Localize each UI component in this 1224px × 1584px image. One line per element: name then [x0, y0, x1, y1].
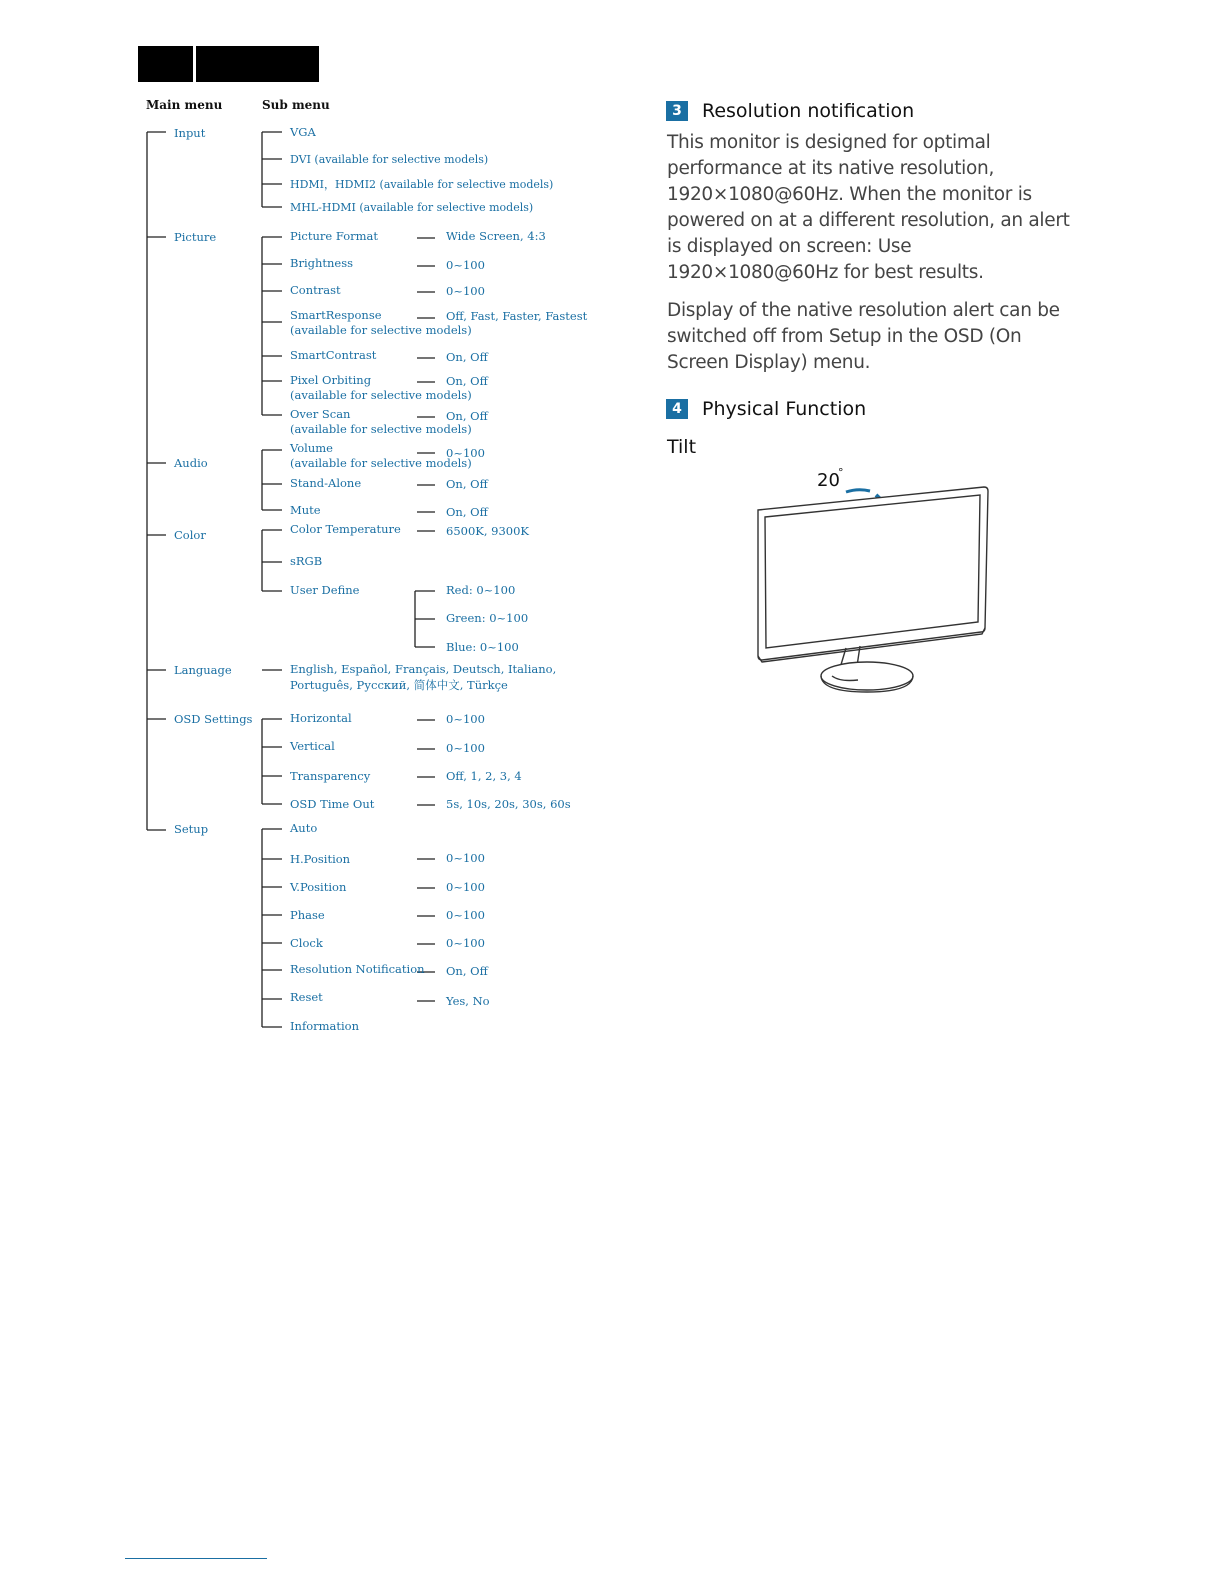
monitor-body	[758, 487, 988, 692]
value-contrast: 0~100	[446, 284, 485, 298]
main-menu-picture: Picture	[174, 230, 217, 244]
main-menu-audio: Audio	[174, 456, 208, 470]
section-3-title: Resolution notification	[702, 100, 915, 122]
section-3-number: 3	[666, 101, 688, 121]
section-4-number: 4	[666, 399, 688, 419]
submenu-phase: Phase	[290, 908, 325, 922]
submenu-clock: Clock	[290, 936, 323, 950]
submenu-osd-time-out: OSD Time Out	[290, 797, 375, 811]
pixel-orbiting-label: Pixel Orbiting	[290, 373, 372, 387]
value-over-scan: On, Off	[446, 409, 488, 423]
main-menu-language: Language	[174, 663, 232, 677]
value-brightness: 0~100	[446, 258, 485, 272]
submenu-mute: Mute	[290, 503, 321, 517]
value-user-define-red: Red: 0~100	[446, 583, 516, 597]
value-user-define-green: Green: 0~100	[446, 611, 529, 625]
main-menu-color: Color	[174, 528, 206, 542]
smartresponse-note: (available for selective models)	[290, 323, 472, 337]
submenu-transparency: Transparency	[290, 769, 371, 783]
submenu-brightness: Brightness	[290, 256, 354, 270]
over-scan-note: (available for selective models)	[290, 422, 472, 436]
value-picture-format: Wide Screen, 4:3	[446, 229, 546, 243]
submenu-hdmi: HDMI，HDMI2 (available for selective models)	[290, 178, 554, 191]
main-menu-setup: Setup	[174, 822, 209, 836]
value-color-temperature: 6500K, 9300K	[446, 524, 530, 538]
value-mute: On, Off	[446, 505, 488, 519]
submenu-language-list	[290, 662, 556, 693]
value-h-position: 0~100	[446, 851, 485, 865]
submenu-information: Information	[290, 1019, 360, 1033]
submenu-v-position: V.Position	[290, 880, 347, 894]
main-menu-osd-settings: OSD Settings	[174, 712, 253, 726]
value-v-position: 0~100	[446, 880, 485, 894]
submenu-vga: VGA	[290, 125, 316, 139]
section-3-heading	[666, 100, 914, 122]
submenu-pixel-orbiting	[290, 373, 472, 403]
value-smartcontrast: On, Off	[446, 350, 488, 364]
submenu-picture-format: Picture Format	[290, 229, 378, 243]
submenu-stand-alone: Stand-Alone	[290, 476, 362, 490]
submenu-reset: Reset	[290, 990, 323, 1004]
submenu-mhl-hdmi: MHL-HDMI (available for selective models)	[290, 201, 534, 214]
value-smartresponse: Off, Fast, Faster, Fastest	[446, 309, 588, 323]
submenu-dvi: DVI (available for selective models)	[290, 153, 489, 166]
footer-rule	[125, 1558, 267, 1559]
section-4-heading	[666, 398, 866, 420]
value-transparency: Off, 1, 2, 3, 4	[446, 769, 522, 783]
value-horizontal: 0~100	[446, 712, 485, 726]
submenu-volume	[290, 441, 472, 471]
main-menu-heading: Main menu	[146, 98, 223, 112]
submenu-smartresponse	[290, 308, 472, 338]
submenu-user-define: User Define	[290, 583, 360, 597]
over-scan-label: Over Scan	[290, 407, 351, 421]
submenu-srgb: sRGB	[290, 554, 323, 568]
tilt-label: Tilt	[667, 436, 697, 458]
main-menu-input: Input	[174, 126, 206, 140]
submenu-auto: Auto	[290, 821, 318, 835]
section-4-title: Physical Function	[702, 398, 867, 420]
volume-label: Volume	[290, 441, 333, 455]
value-volume: 0~100	[446, 446, 485, 460]
section-3-paragraph-2: Display of the native resolution alert can be switched off from Setup in the OSD (On Screen Display) menu.	[667, 300, 1060, 373]
submenu-color-temperature: Color Temperature	[290, 522, 401, 536]
language-line-1: English, Español, Français, Deutsch, Italiano,	[290, 662, 557, 676]
value-reset: Yes, No	[446, 994, 490, 1008]
tilt-angle-back: 20	[817, 470, 840, 491]
sub-menu-heading: Sub menu	[262, 98, 330, 112]
submenu-resolution-notification: Resolution Notification	[290, 962, 425, 976]
degree-symbol-back: °	[838, 466, 844, 479]
monitor-tilt-illustration	[740, 462, 1010, 702]
section-3-paragraph-1: This monitor is designed for optimal performance at its native resolution, 1920×1080@60Hz. When the monitor is powered on at a different resolution, an alert is displayed on screen: Use 1920×1080@60Hz for best results.	[667, 132, 1070, 283]
value-resolution-notification: On, Off	[446, 964, 488, 978]
value-pixel-orbiting: On, Off	[446, 374, 488, 388]
value-clock: 0~100	[446, 936, 485, 950]
value-stand-alone: On, Off	[446, 477, 488, 491]
pixel-orbiting-note: (available for selective models)	[290, 388, 472, 402]
submenu-smartcontrast: SmartContrast	[290, 348, 377, 362]
volume-note: (available for selective models)	[290, 456, 472, 470]
value-vertical: 0~100	[446, 741, 485, 755]
submenu-vertical: Vertical	[290, 739, 335, 753]
submenu-over-scan	[290, 407, 472, 437]
submenu-h-position: H.Position	[290, 852, 351, 866]
language-line-2: Português, Русский, 简体中文, Türkçe	[290, 678, 508, 692]
value-osd-time-out: 5s, 10s, 20s, 30s, 60s	[446, 797, 571, 811]
value-phase: 0~100	[446, 908, 485, 922]
submenu-horizontal: Horizontal	[290, 711, 352, 725]
tilt-arc-back	[846, 490, 870, 492]
value-user-define-blue: Blue: 0~100	[446, 640, 519, 654]
smartresponse-label: SmartResponse	[290, 308, 382, 322]
submenu-contrast: Contrast	[290, 283, 341, 297]
